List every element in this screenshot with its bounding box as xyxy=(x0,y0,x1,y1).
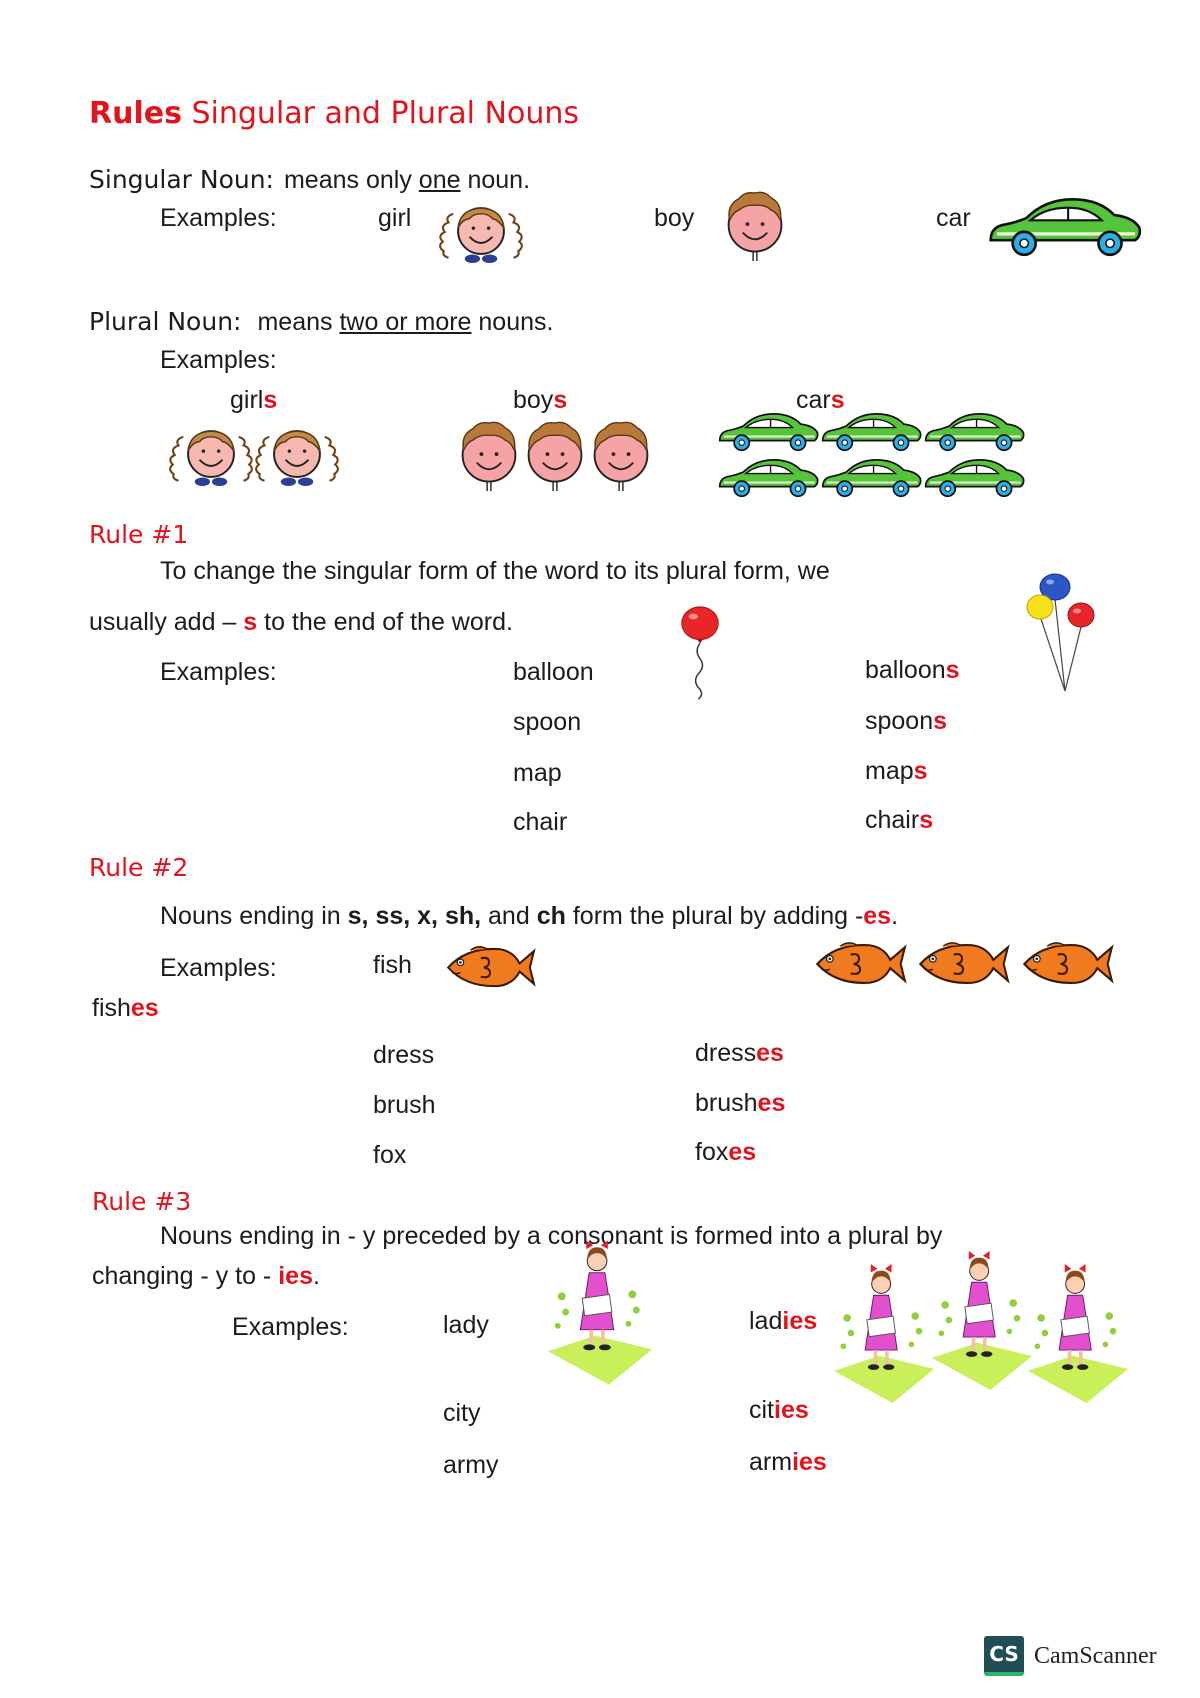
camscanner-logo-icon: CS xyxy=(984,1636,1024,1676)
lady-figure-icon xyxy=(1026,1262,1130,1406)
singular-label: Singular Noun: xyxy=(89,165,274,194)
rule1-examples-label: Examples: xyxy=(160,658,277,686)
rule1-singular-word: chair xyxy=(513,808,568,836)
plural-suffix: s xyxy=(830,386,845,414)
orange-fish-icon xyxy=(912,940,1012,988)
rule2-heading: Rule #2 xyxy=(89,853,189,882)
rule2-text: Nouns ending in s, ss, x, sh, and ch form the plural by adding -es. xyxy=(160,902,899,930)
rule2-examples-label: Examples: xyxy=(160,954,277,982)
camscanner-watermark: CamScanner xyxy=(1034,1643,1157,1669)
title-bold: Rules xyxy=(89,96,182,131)
boy-face-icon xyxy=(522,418,588,496)
rule1-suffix: s xyxy=(243,608,258,636)
lady-figure-icon xyxy=(546,1238,654,1388)
boy-face-icon xyxy=(722,189,788,265)
lady-figure-icon xyxy=(832,1262,936,1406)
rule3-plural-word: cities xyxy=(749,1396,809,1424)
rule3-suffix: ies xyxy=(278,1262,313,1290)
green-car-icon xyxy=(820,409,923,453)
boy-face-icon xyxy=(456,418,522,496)
rule2-plural-word: dresses xyxy=(695,1039,784,1067)
singular-emphasis: one xyxy=(418,166,461,194)
rule1-plural-word: chairs xyxy=(865,806,934,834)
rule3-text-line1: Nouns ending in - y preceded by a consonant is formed into a plural by xyxy=(160,1222,943,1250)
balloon-bunch-icon xyxy=(1025,571,1097,693)
rule2-singular-word: brush xyxy=(373,1091,436,1119)
singular-definition: Singular Noun: means only one noun. xyxy=(89,165,531,194)
green-car-icon xyxy=(986,192,1144,259)
rule3-singular-word: lady xyxy=(443,1311,489,1339)
rule3-singular-word: army xyxy=(443,1451,499,1479)
boy-face-icon xyxy=(588,418,654,496)
rule2-singular-word: fish xyxy=(373,951,412,979)
rule1-text-line2: usually add – s to the end of the word. xyxy=(89,608,513,636)
orange-fish-icon xyxy=(809,940,909,988)
rule3-plural-word: armies xyxy=(749,1448,827,1476)
red-balloon-icon xyxy=(676,602,724,702)
rule1-text-line1: To change the singular form of the word to its plural form, we xyxy=(160,557,830,585)
plural-label: Plural Noun: xyxy=(89,307,242,336)
page-title xyxy=(89,96,579,132)
orange-fish-icon xyxy=(1016,940,1116,988)
plural-suffix: s xyxy=(263,386,278,414)
lady-figure-icon xyxy=(930,1249,1034,1393)
rule3-singular-word: city xyxy=(443,1399,481,1427)
plural-emphasis: two or more xyxy=(339,308,472,336)
rule1-plural-word: spoons xyxy=(865,707,948,735)
singular-example-word: boy xyxy=(654,204,695,232)
rule2-plural-word: brushes xyxy=(695,1089,786,1117)
rule1-plural-word: maps xyxy=(865,757,928,785)
singular-example-word: car xyxy=(936,204,971,232)
rule2-singular-word: dress xyxy=(373,1041,435,1069)
rule2-plural-word: foxes xyxy=(695,1138,757,1166)
plural-definition: Plural Noun: means two or more nouns. xyxy=(89,307,554,336)
singular-examples-label: Examples: xyxy=(160,204,277,232)
girl-face-icon xyxy=(254,418,340,492)
green-car-icon xyxy=(820,455,923,499)
green-car-icon xyxy=(923,455,1026,499)
plural-suffix: s xyxy=(553,386,568,414)
plural-example-word: boys xyxy=(513,386,568,414)
rule3-text-line2: changing - y to - ies. xyxy=(92,1262,320,1290)
green-car-icon xyxy=(923,409,1026,453)
rule3-heading: Rule #3 xyxy=(92,1187,192,1216)
rule1-singular-word: balloon xyxy=(513,658,594,686)
rule1-singular-word: map xyxy=(513,759,562,787)
orange-fish-icon xyxy=(440,944,538,991)
plural-example-word: girls xyxy=(230,386,278,414)
plural-example-word: cars xyxy=(796,386,845,414)
rule1-heading: Rule #1 xyxy=(89,520,189,549)
girl-face-icon xyxy=(168,418,254,492)
rule2-suffix: es xyxy=(863,902,892,930)
girl-face-icon xyxy=(438,198,524,266)
rule3-plural-word: ladies xyxy=(749,1307,818,1335)
rule2-plural-word: fishes xyxy=(92,994,159,1022)
plural-examples-label: Examples: xyxy=(160,346,277,374)
green-car-icon xyxy=(717,455,820,499)
rule1-singular-word: spoon xyxy=(513,708,582,736)
rule2-singular-word: fox xyxy=(373,1141,407,1169)
green-car-icon xyxy=(717,409,820,453)
rule1-plural-word: balloons xyxy=(865,656,960,684)
singular-example-word: girl xyxy=(378,204,412,232)
title-rest: Singular and Plural Nouns xyxy=(191,96,579,131)
rule3-examples-label: Examples: xyxy=(232,1313,349,1341)
